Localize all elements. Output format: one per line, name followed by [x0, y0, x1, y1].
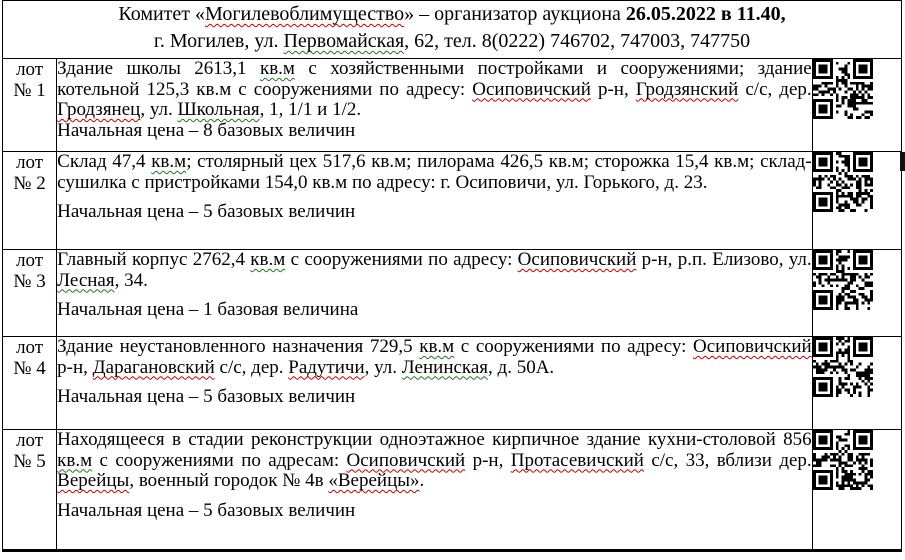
lot-description-cell [57, 59, 813, 152]
lot-description-cell [57, 430, 813, 551]
lot-description-cell [57, 337, 813, 430]
qr-cell [812, 152, 901, 250]
lot-label: лот [16, 430, 44, 451]
starting-price: Начальная цена – 5 базовых величин [57, 499, 356, 521]
starting-price: Начальная цена – 5 базовых величин [57, 386, 356, 407]
lot-description: Склад 47,4 кв.м; столярный цех 517,6 кв.м; пилорама 426,5 кв.м; сторожка 15,4 кв.м; склад-сушилка с пристройками 154,0 кв.м по адресу: г. Осиповичи, ул. Горького, д. 23. [57, 151, 812, 193]
qr-cell [812, 430, 901, 551]
lot-description: Здание неустановленного назначения 729,5 кв.м с сооружениями по адресу: Осиповичский р-н, Дарагановский с/с, дер. Радутичи, ул. Ленинская, д. 50А. [57, 336, 812, 378]
header-line-2: г. Могилев, ул. Первомайская, 62, тел. 8(0222) 746702, 747003, 747750 [153, 30, 751, 52]
lot-number: № 1 [13, 80, 46, 101]
qr-code-icon [813, 152, 873, 212]
lot-row-1 [3, 59, 902, 152]
lot-description: Главный корпус 2762,4 кв.м с сооружениями по адресу: Осиповичский р-н, р.п. Елизово, ул. Лесная, 34. [57, 249, 812, 291]
lot-row-5 [3, 430, 902, 551]
starting-price: Начальная цена – 8 базовых величин [57, 119, 356, 141]
lot-number: № 4 [13, 358, 46, 379]
qr-cell [812, 337, 901, 430]
scrollbar-thumb-fragment [900, 152, 905, 171]
lot-description: Здание школы 2613,1 кв.м с хозяйственными постройками и сооружениями; здание котельной 125,3 кв.м с сооружениями по адресу: Осиповичский р-н, Гродзянский с/с, дер. Гродзянец, ул. Школьная, 1, 1/1 и 1/2. [57, 58, 812, 120]
lot-number: № 5 [13, 451, 46, 472]
lot-number: № 3 [13, 271, 46, 292]
qr-cell [812, 59, 901, 152]
lot-number-cell [3, 430, 57, 551]
starting-price: Начальная цена – 5 базовых величин [57, 201, 356, 222]
document-header [3, 1, 902, 59]
lot-description-cell [57, 250, 813, 337]
lots-table [2, 0, 902, 552]
qr-code-icon [813, 430, 873, 490]
qr-cell [812, 250, 901, 337]
lot-label: лот [16, 152, 44, 173]
header-line-1: Комитет «Могилевоблимущество» – организатор аукциона 26.05.2022 в 11.40, [118, 3, 786, 25]
lot-description-cell [57, 152, 813, 250]
starting-price: Начальная цена – 1 базовая величина [57, 299, 359, 320]
lot-number: № 2 [13, 173, 46, 194]
header-row [3, 1, 902, 59]
lot-label: лот [16, 59, 44, 80]
lot-number-cell [3, 152, 57, 250]
qr-code-icon [813, 337, 873, 397]
qr-code-icon [813, 250, 873, 310]
qr-code-icon [813, 59, 873, 119]
lot-row-2 [3, 152, 902, 250]
lot-description: Находящееся в стадии реконструкции одноэтажное кирпичное здание кухни-столовой 856 кв.м с сооружениями по адресам: Осиповичский р-н, Протасевичский с/с, 33, вблизи дер. Верейцы, военный городок № 4в «Верейцы». [57, 429, 812, 491]
lot-number-cell [3, 59, 57, 152]
lot-label: лот [16, 250, 44, 271]
lot-number-cell [3, 250, 57, 337]
lot-label: лот [16, 337, 44, 358]
lot-row-3 [3, 250, 902, 337]
lot-number-cell [3, 337, 57, 430]
lot-row-4 [3, 337, 902, 430]
